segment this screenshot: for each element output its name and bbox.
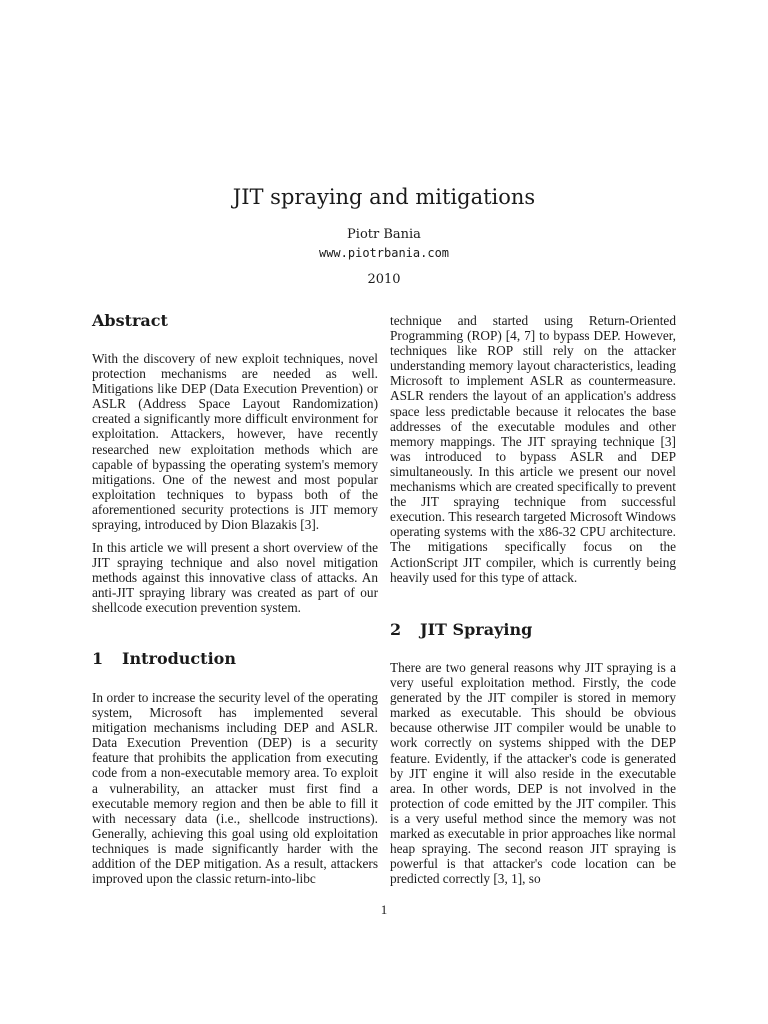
section-2-body xyxy=(390,660,676,886)
abstract-paragraph-1: With the discovery of new exploit techniques, novel protection mechanisms are needed as well. Mitigations like DEP (Data Execution Prevention) or ASLR (Address Space Layout Randomization) created a significantly more difficult environment for exploitation. Attackers, however, have recently researched new exploitation methods which are capable of bypassing the operating system's memory mitigations. One of the newest and most popular exploitation techniques to bypass both of the aforementioned security protections is JIT memory spraying, introduced by Dion Blazakis [3]. xyxy=(92,351,378,533)
section-1-number: 1 xyxy=(92,649,104,668)
abstract-heading xyxy=(92,311,378,331)
page-number: 1 xyxy=(380,902,388,917)
abstract-body xyxy=(92,351,378,532)
section-1-continued-paragraph: technique and started using Return-Oriented Programming (ROP) [4, 7] to bypass DEP. However, techniques like ROP still rely on the attacker understanding memory layout characteristics, leading Microsoft to implement ASLR as countermeasure. ASLR renders the layout of an application's address space less predictable because it relocates the base addresses of the executable modules and other memory mappings. The JIT spraying technique [3] was introduced to bypass ASLR and DEP simultaneously. In this article we present our novel mechanisms which are created specifically to prevent the JIT spraying technique from successful execution. This research targeted Microsoft Windows operating systems with the x86-32 CPU architecture. The mitigations specifically focus on the ActionScript JIT compiler, which is currently being heavily used for this type of attack. xyxy=(390,313,676,585)
author-website: www.piotrbania.com xyxy=(318,246,450,260)
paper-title: JIT spraying and mitigations xyxy=(232,185,536,209)
section-2-title: JIT Spraying xyxy=(420,620,533,639)
section-2-paragraph: There are two general reasons why JIT spraying is a very useful exploitation method. Firstly, the code generated by the JIT compiler is stored in memory marked as executable. This should be obvious because otherwise JIT compiler would be unable to work correctly on systems shipped with the DEP feature. Evidently, if the attacker's code is generated by JIT engine it will also reside in the executable area. In other words, DEP is not involved in the protection of code emitted by the JIT compiler. This is a very useful method since the memory was not marked as executable in prior approaches like normal heap spraying. The second reason JIT spraying is powerful is that attacker's code location can be predicted correctly [3, 1], so xyxy=(390,660,676,887)
section-1-body xyxy=(92,690,378,886)
section-1-title: Introduction xyxy=(122,649,236,668)
section-2-heading xyxy=(390,620,676,640)
abstract-body-2 xyxy=(92,540,378,615)
section-1-paragraph: In order to increase the security level of the operating system, Microsoft has implemented several mitigation mechanisms including DEP and ASLR. Data Execution Prevention (DEP) is a security feature that prohibits the application from executing code from a non-executable memory area. To exploit a vulnerability, an attacker must first find a executable memory region and then be able to fill it with necessary data (i.e., shellcode instructions). Generally, achieving this goal using old exploitation techniques is made significantly harder with the addition of the DEP mitigation. As a result, attackers improved upon the classic return-into-libc xyxy=(92,690,378,887)
section-1-continued xyxy=(390,313,676,585)
publication-year: 2010 xyxy=(367,272,401,287)
abstract-paragraph-2: In this article we will present a short overview of the JIT spraying technique and also novel mitigation methods against this innovative class of attacks. An anti-JIT spraying library was created as part of our shellcode execution prevention system. xyxy=(92,540,378,616)
abstract-heading-text: Abstract xyxy=(92,311,168,330)
author-name: Piotr Bania xyxy=(347,227,421,242)
section-2-number: 2 xyxy=(390,620,402,639)
section-1-heading xyxy=(92,649,378,669)
